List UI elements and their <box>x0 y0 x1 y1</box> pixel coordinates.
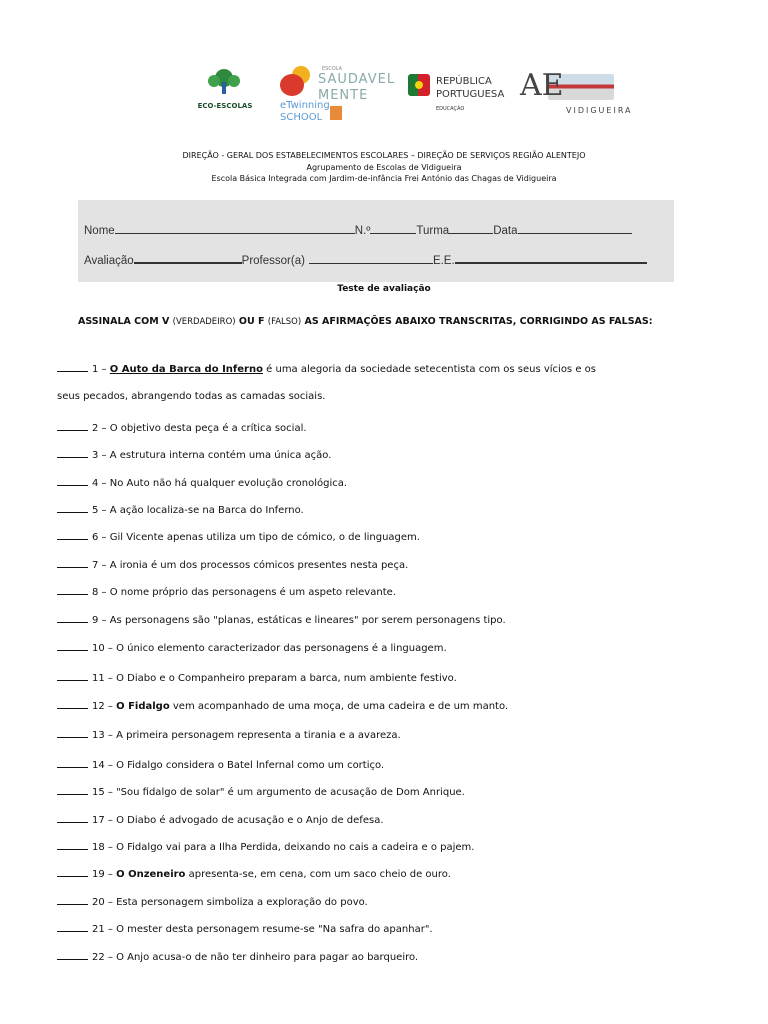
question-text: 6 – Gil Vicente apenas utiliza um tipo de cómico, o de linguagem. <box>92 532 420 543</box>
question-text: 17 – O Diabo é advogado de acusação e o Anjo de defesa. <box>92 815 384 826</box>
question-18 <box>57 840 474 853</box>
answer-blank[interactable] <box>57 530 88 540</box>
question-text: 5 – A ação localiza-se na Barca do Inferno. <box>92 505 304 516</box>
question-2 <box>57 421 307 434</box>
student-info-box <box>78 200 674 282</box>
vidigueira-label: VIDIGUEIRA <box>566 106 633 115</box>
answer-blank[interactable] <box>57 448 88 458</box>
answer-blank[interactable] <box>57 840 88 850</box>
answer-blank[interactable] <box>57 558 88 568</box>
data-field[interactable] <box>518 222 632 234</box>
ee-field[interactable] <box>455 251 647 264</box>
question-text: 13 – A primeira personagem representa a tirania e a avareza. <box>92 730 401 741</box>
question-11 <box>57 671 457 684</box>
answer-blank[interactable] <box>57 699 88 709</box>
answer-blank[interactable] <box>57 867 88 877</box>
etwinning-badge <box>280 74 304 96</box>
numero-label: N.º <box>354 225 371 237</box>
question-bold: O Auto da Barca do Inferno <box>109 364 263 375</box>
question-7 <box>57 558 408 571</box>
saudavel-line2: MENTE <box>318 88 369 103</box>
question-text: apresenta-se, em cena, com um saco cheio de ouro. <box>185 869 451 880</box>
header-direcao: DIREÇÃO - GERAL DOS ESTABELECIMENTOS ESCOLARES – DIREÇÃO DE SERVIÇOS REGIÃO ALENTEJO <box>182 151 586 160</box>
ee-label: E.E. <box>432 255 455 267</box>
vidigueira-logo <box>518 62 633 130</box>
tree-icon <box>204 68 244 94</box>
header-escola: Escola Básica Integrada com Jardim-de-infância Frei António das Chagas de Vidigueira <box>211 174 557 183</box>
answer-blank[interactable] <box>57 950 88 960</box>
question-text: 11 – O Diabo e o Companheiro preparam a barca, num ambiente festivo. <box>92 673 457 684</box>
question-text: 3 – A estrutura interna contém uma única ação. <box>92 450 332 461</box>
answer-blank[interactable] <box>57 728 88 738</box>
question-1 <box>57 362 596 375</box>
question-text: 20 – Esta personagem simboliza a exploração do povo. <box>92 897 368 908</box>
question-bold: O Onzeneiro <box>116 869 186 880</box>
avaliacao-label: Avaliação <box>84 255 134 267</box>
question-21 <box>57 922 433 935</box>
numero-field[interactable] <box>370 222 416 234</box>
instr-verdadeiro: (VERDADEIRO) <box>172 317 236 327</box>
instr-part2: OU F <box>235 316 268 327</box>
answer-blank[interactable] <box>57 476 88 486</box>
question-5 <box>57 503 304 516</box>
professor-label: Professor(a) <box>241 255 305 267</box>
republica-line1: REPÚBLICA <box>436 76 492 87</box>
saudavel-top: ESCOLA <box>322 66 343 72</box>
answer-blank[interactable] <box>57 922 88 932</box>
header-agrupamento: Agrupamento de Escolas de Vidigueira <box>306 163 462 172</box>
question-text: 15 – "Sou fidalgo de solar" é um argumento de acusação de Dom Anrique. <box>92 787 465 798</box>
answer-blank[interactable] <box>57 895 88 905</box>
instructions <box>78 314 718 330</box>
professor-field[interactable] <box>309 252 433 264</box>
answer-blank[interactable] <box>57 585 88 595</box>
data-label: Data <box>493 225 518 237</box>
question-17 <box>57 813 384 826</box>
question-text: 9 – As personagens são "planas, estáticas e lineares" por serem personagens tipo. <box>92 615 506 626</box>
etwinning-saudavel-logo <box>274 62 400 130</box>
nome-field[interactable] <box>115 222 355 234</box>
avaliacao-field[interactable] <box>134 251 242 264</box>
test-title: Teste de avaliação <box>337 284 431 294</box>
republica-line3: EDUCAÇÃO <box>436 106 465 112</box>
turma-label: Turma <box>416 225 450 237</box>
question-12 <box>57 699 508 712</box>
question-text: 10 – O único elemento caracterizador das personagens é a linguagem. <box>92 643 447 654</box>
instr-part1: ASSINALA COM V <box>78 316 173 327</box>
question-bold: O Fidalgo <box>116 701 170 712</box>
saudavel-icon <box>330 106 342 120</box>
answer-blank[interactable] <box>57 641 88 651</box>
etwinning-label: eTwinning <box>280 100 330 111</box>
question-text: 22 – O Anjo acusa-o de não ter dinheiro para pagar ao barqueiro. <box>92 952 419 963</box>
question-14 <box>57 758 384 771</box>
question-text: vem acompanhado de uma moça, de uma cadeira e de um manto. <box>169 701 509 712</box>
question-text: 4 – No Auto não há qualquer evolução cronológica. <box>92 478 348 489</box>
info-line-1 <box>84 222 632 237</box>
question-10 <box>57 641 447 654</box>
question-22 <box>57 950 418 963</box>
question-20 <box>57 895 368 908</box>
answer-blank[interactable] <box>57 758 88 768</box>
eco-escolas-label: ECO-ESCOLAS <box>197 102 253 110</box>
question-number: 19 – <box>92 869 117 880</box>
nome-label: Nome <box>84 225 115 237</box>
answer-blank[interactable] <box>57 613 88 623</box>
answer-blank[interactable] <box>57 421 88 431</box>
question-text: 8 – O nome próprio das personagens é um aspeto relevante. <box>92 587 396 598</box>
etwinning-school-label: SCHOOL <box>280 112 323 123</box>
instr-falso: (FALSO) <box>267 317 302 327</box>
question-number: 1 – <box>92 364 110 375</box>
question-1-continuation: seus pecados, abrangendo todas as camadas sociais. <box>57 391 326 402</box>
logo-banner <box>170 62 633 130</box>
question-19 <box>57 867 451 880</box>
saudavel-line1: SAUDAVEL <box>318 72 396 87</box>
republica-line2: PORTUGUESA <box>436 89 505 100</box>
question-9 <box>57 613 506 626</box>
question-3 <box>57 448 331 461</box>
ae-mark: AE <box>520 68 564 103</box>
eco-escolas-logo <box>190 62 260 130</box>
question-text: 2 – O objetivo desta peça é a crítica social. <box>92 423 307 434</box>
question-number: 12 – <box>92 701 117 712</box>
answer-blank[interactable] <box>57 813 88 823</box>
question-8 <box>57 585 396 598</box>
answer-blank[interactable] <box>57 503 88 513</box>
flag-icon <box>408 74 430 96</box>
question-15 <box>57 785 465 798</box>
question-13 <box>57 728 401 741</box>
answer-blank[interactable] <box>57 671 88 681</box>
question-text: 21 – O mester desta personagem resume-se "Na safra do apanhar". <box>92 924 433 935</box>
answer-blank[interactable] <box>57 362 88 372</box>
question-text: 14 – O Fidalgo considera o Batel lnfernal como um cortiço. <box>92 760 385 771</box>
question-4 <box>57 476 347 489</box>
republica-portuguesa-logo <box>406 62 508 130</box>
question-text: é uma alegoria da sociedade setecentista com os seus vícios e os <box>262 364 596 375</box>
question-text: 18 – O Fidalgo vai para a Ilha Perdida, deixando no cais a cadeira e o pajem. <box>92 842 475 853</box>
question-text: 7 – A ironia é um dos processos cómicos presentes nesta peça. <box>92 560 409 571</box>
info-line-2 <box>84 251 647 267</box>
turma-field[interactable] <box>449 222 493 234</box>
instr-part3: AS AFIRMAÇÕES ABAIXO TRANSCRITAS, CORRIGINDO AS FALSAS: <box>301 316 653 327</box>
answer-blank[interactable] <box>57 785 88 795</box>
question-6 <box>57 530 420 543</box>
